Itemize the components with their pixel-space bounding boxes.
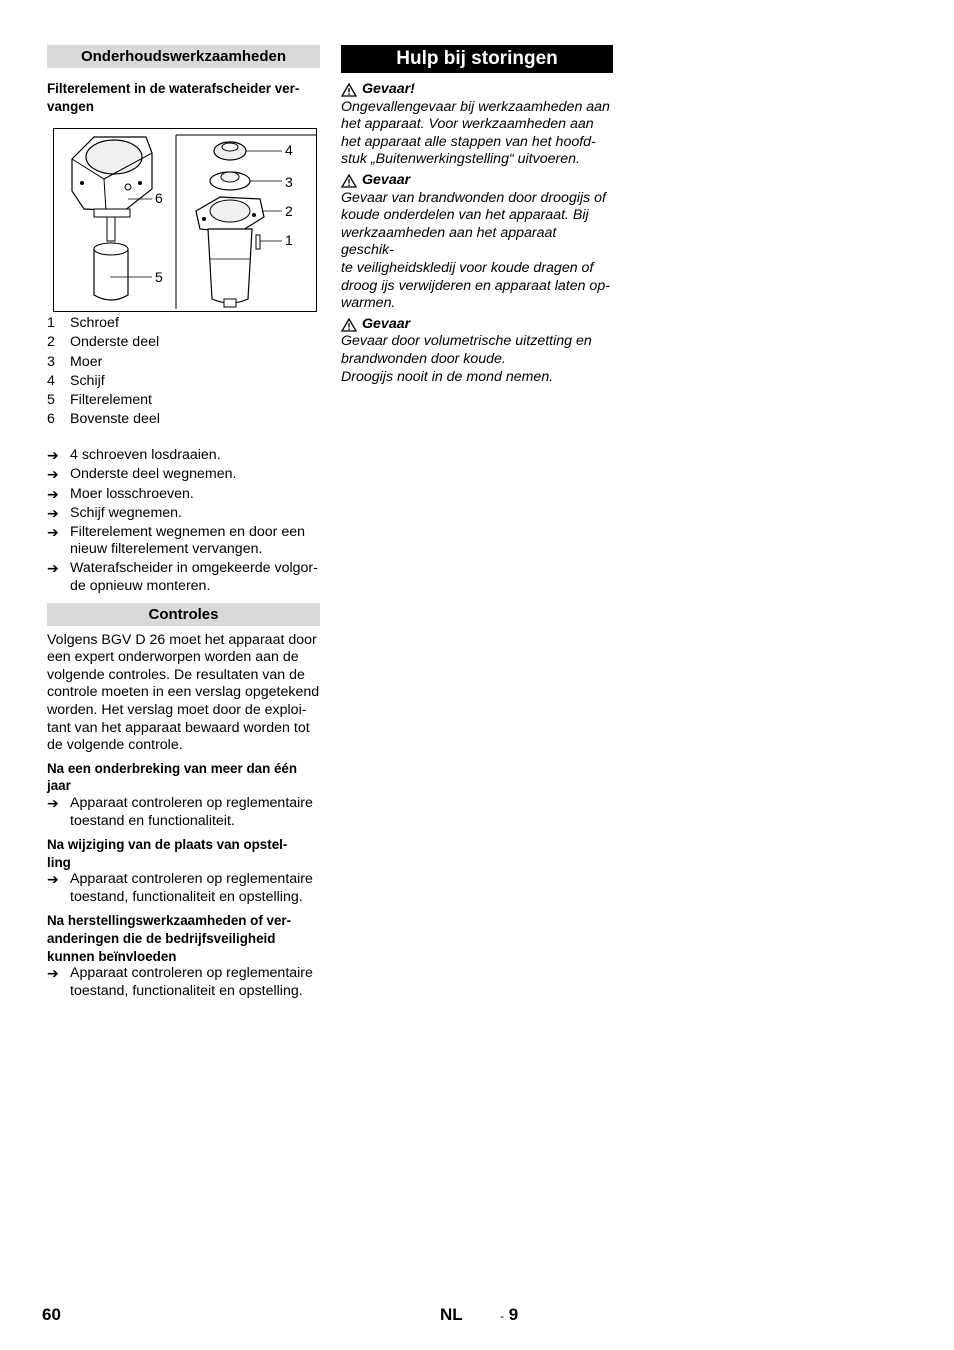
warning-heading-text: Gevaar bbox=[362, 171, 411, 188]
water-separator-illustration bbox=[54, 129, 316, 311]
step-item bbox=[47, 486, 320, 504]
step-item bbox=[47, 466, 320, 484]
arrow-right-icon: ➔ bbox=[47, 965, 59, 982]
left-column bbox=[47, 45, 320, 1000]
warning-block bbox=[341, 172, 613, 313]
step-text: Moer losschroeven. bbox=[70, 485, 194, 502]
step-text: Filterelement wegnemen en door een nieuw filterelement vervangen. bbox=[70, 523, 306, 558]
legend-item bbox=[47, 410, 320, 429]
callout-5: 5 bbox=[155, 269, 163, 286]
section-title-controls: Controles bbox=[47, 603, 320, 626]
legend-number: 3 bbox=[47, 353, 55, 370]
step-item bbox=[47, 560, 320, 595]
language-code: NL bbox=[440, 1305, 463, 1324]
section-page-number: 9 bbox=[508, 1305, 519, 1324]
step-text: Apparaat controleren op reglementaire toestand, functionaliteit en opstelling. bbox=[70, 965, 313, 999]
legend-number: 2 bbox=[47, 334, 55, 351]
section-page-indicator bbox=[500, 1306, 518, 1326]
filter-figure bbox=[53, 128, 317, 312]
legend-label: Bovenste deel bbox=[70, 411, 160, 428]
check3-heading: Na herstellingswerkzaamheden of ver- anderingen die de bedrijfsveiligheid kunnen beïnvloeden bbox=[47, 913, 292, 964]
arrow-right-icon: ➔ bbox=[47, 466, 59, 483]
step-text: Apparaat controleren op reglementaire toestand en functionaliteit. bbox=[70, 794, 313, 829]
legend-item bbox=[47, 391, 320, 410]
legend-item bbox=[47, 333, 320, 352]
warning-heading bbox=[341, 81, 613, 99]
warning-triangle-icon bbox=[341, 83, 357, 97]
warning-block bbox=[341, 81, 613, 169]
arrow-right-icon: ➔ bbox=[47, 871, 59, 888]
arrow-right-icon: ➔ bbox=[47, 523, 59, 540]
step-text: 4 schroeven losdraaien. bbox=[70, 447, 221, 464]
legend-item bbox=[47, 372, 320, 391]
check1-heading: Na een onderbreking van meer dan één jaar bbox=[47, 760, 298, 794]
arrow-right-icon: ➔ bbox=[47, 504, 59, 521]
legend-label: Filterelement bbox=[70, 391, 153, 408]
warning-heading bbox=[341, 172, 613, 190]
callout-2: 2 bbox=[285, 203, 293, 220]
right-column bbox=[341, 45, 613, 386]
warning-text: Gevaar door volumetrische uitzetting en brandwonden door koude. Droogijs nooit in de mond nemen. bbox=[341, 333, 592, 385]
step-item bbox=[47, 524, 320, 559]
step-text: Schijf wegnemen. bbox=[70, 504, 182, 521]
step-text: Onderste deel wegnemen. bbox=[70, 466, 237, 483]
legend-number: 5 bbox=[47, 391, 55, 408]
arrow-right-icon: ➔ bbox=[47, 560, 59, 577]
callout-3: 3 bbox=[285, 174, 293, 191]
warning-heading bbox=[341, 316, 613, 334]
legend-number: 6 bbox=[47, 411, 55, 428]
step-item bbox=[47, 447, 320, 465]
replacement-steps bbox=[47, 447, 320, 595]
callout-6: 6 bbox=[155, 190, 163, 207]
page-dash: - bbox=[500, 1309, 504, 1323]
warning-triangle-icon bbox=[341, 318, 357, 332]
callout-1: 1 bbox=[285, 232, 293, 249]
section-title-troubleshooting: Hulp bij storingen bbox=[341, 45, 613, 73]
page-number: 60 bbox=[42, 1305, 61, 1324]
section-title-maintenance: Onderhoudswerkzaamheden bbox=[47, 45, 320, 68]
callout-4: 4 bbox=[285, 142, 293, 159]
legend-label: Moer bbox=[70, 353, 103, 370]
check1-step bbox=[47, 795, 320, 830]
check2-step bbox=[47, 871, 320, 906]
arrow-right-icon: ➔ bbox=[47, 485, 59, 502]
subhead-filter-replace: Filterelement in de waterafscheider ver- vangen bbox=[47, 81, 300, 114]
legend-number: 1 bbox=[47, 315, 55, 332]
warning-text: Gevaar van brandwonden door droogijs of koude onderdelen van het apparaat. Bij werkzaamheden aan het apparaat geschik- te veiligheidskledij voor koude dragen of droog ijs verwijderen en apparaat laten op- warmen. bbox=[341, 189, 610, 312]
warning-heading-text: Gevaar! bbox=[362, 81, 415, 97]
controls-paragraph: Volgens BGV D 26 moet het apparaat door een expert onderworpen worden aan de volgende controles. De resultaten van de controle moeten in een verslag opgetekend worden. Het verslag moet door de exploi- tant van het apparaat bewaard worden tot de volgende controle. bbox=[47, 631, 320, 754]
legend-item bbox=[47, 353, 320, 372]
warning-text: Ongevallengevaar bij werkzaamheden aan het apparaat. Voor werkzaamheden aan het apparaat alle stappen van het hoofd- stuk „Buitenwerkingstelling“ uitvoeren. bbox=[341, 98, 610, 168]
warning-heading-text: Gevaar bbox=[362, 315, 411, 332]
step-text: Waterafscheider in omgekeerde volgor- de opnieuw monteren. bbox=[70, 560, 318, 594]
legend-label: Schroef bbox=[70, 315, 119, 332]
check2-heading: Na wijziging van de plaats van opstel- ling bbox=[47, 837, 288, 870]
arrow-right-icon: ➔ bbox=[47, 794, 59, 811]
legend-label: Onderste deel bbox=[70, 334, 160, 351]
warning-block bbox=[341, 316, 613, 386]
warning-triangle-icon bbox=[341, 174, 357, 188]
legend-item bbox=[47, 314, 320, 333]
legend-label: Schijf bbox=[70, 372, 105, 389]
step-text: Apparaat controleren op reglementaire toestand, functionaliteit en opstelling. bbox=[70, 871, 313, 905]
step-item bbox=[47, 505, 320, 523]
check3-step bbox=[47, 965, 320, 1000]
figure-legend bbox=[47, 314, 320, 429]
legend-number: 4 bbox=[47, 372, 55, 389]
arrow-right-icon: ➔ bbox=[47, 447, 59, 464]
